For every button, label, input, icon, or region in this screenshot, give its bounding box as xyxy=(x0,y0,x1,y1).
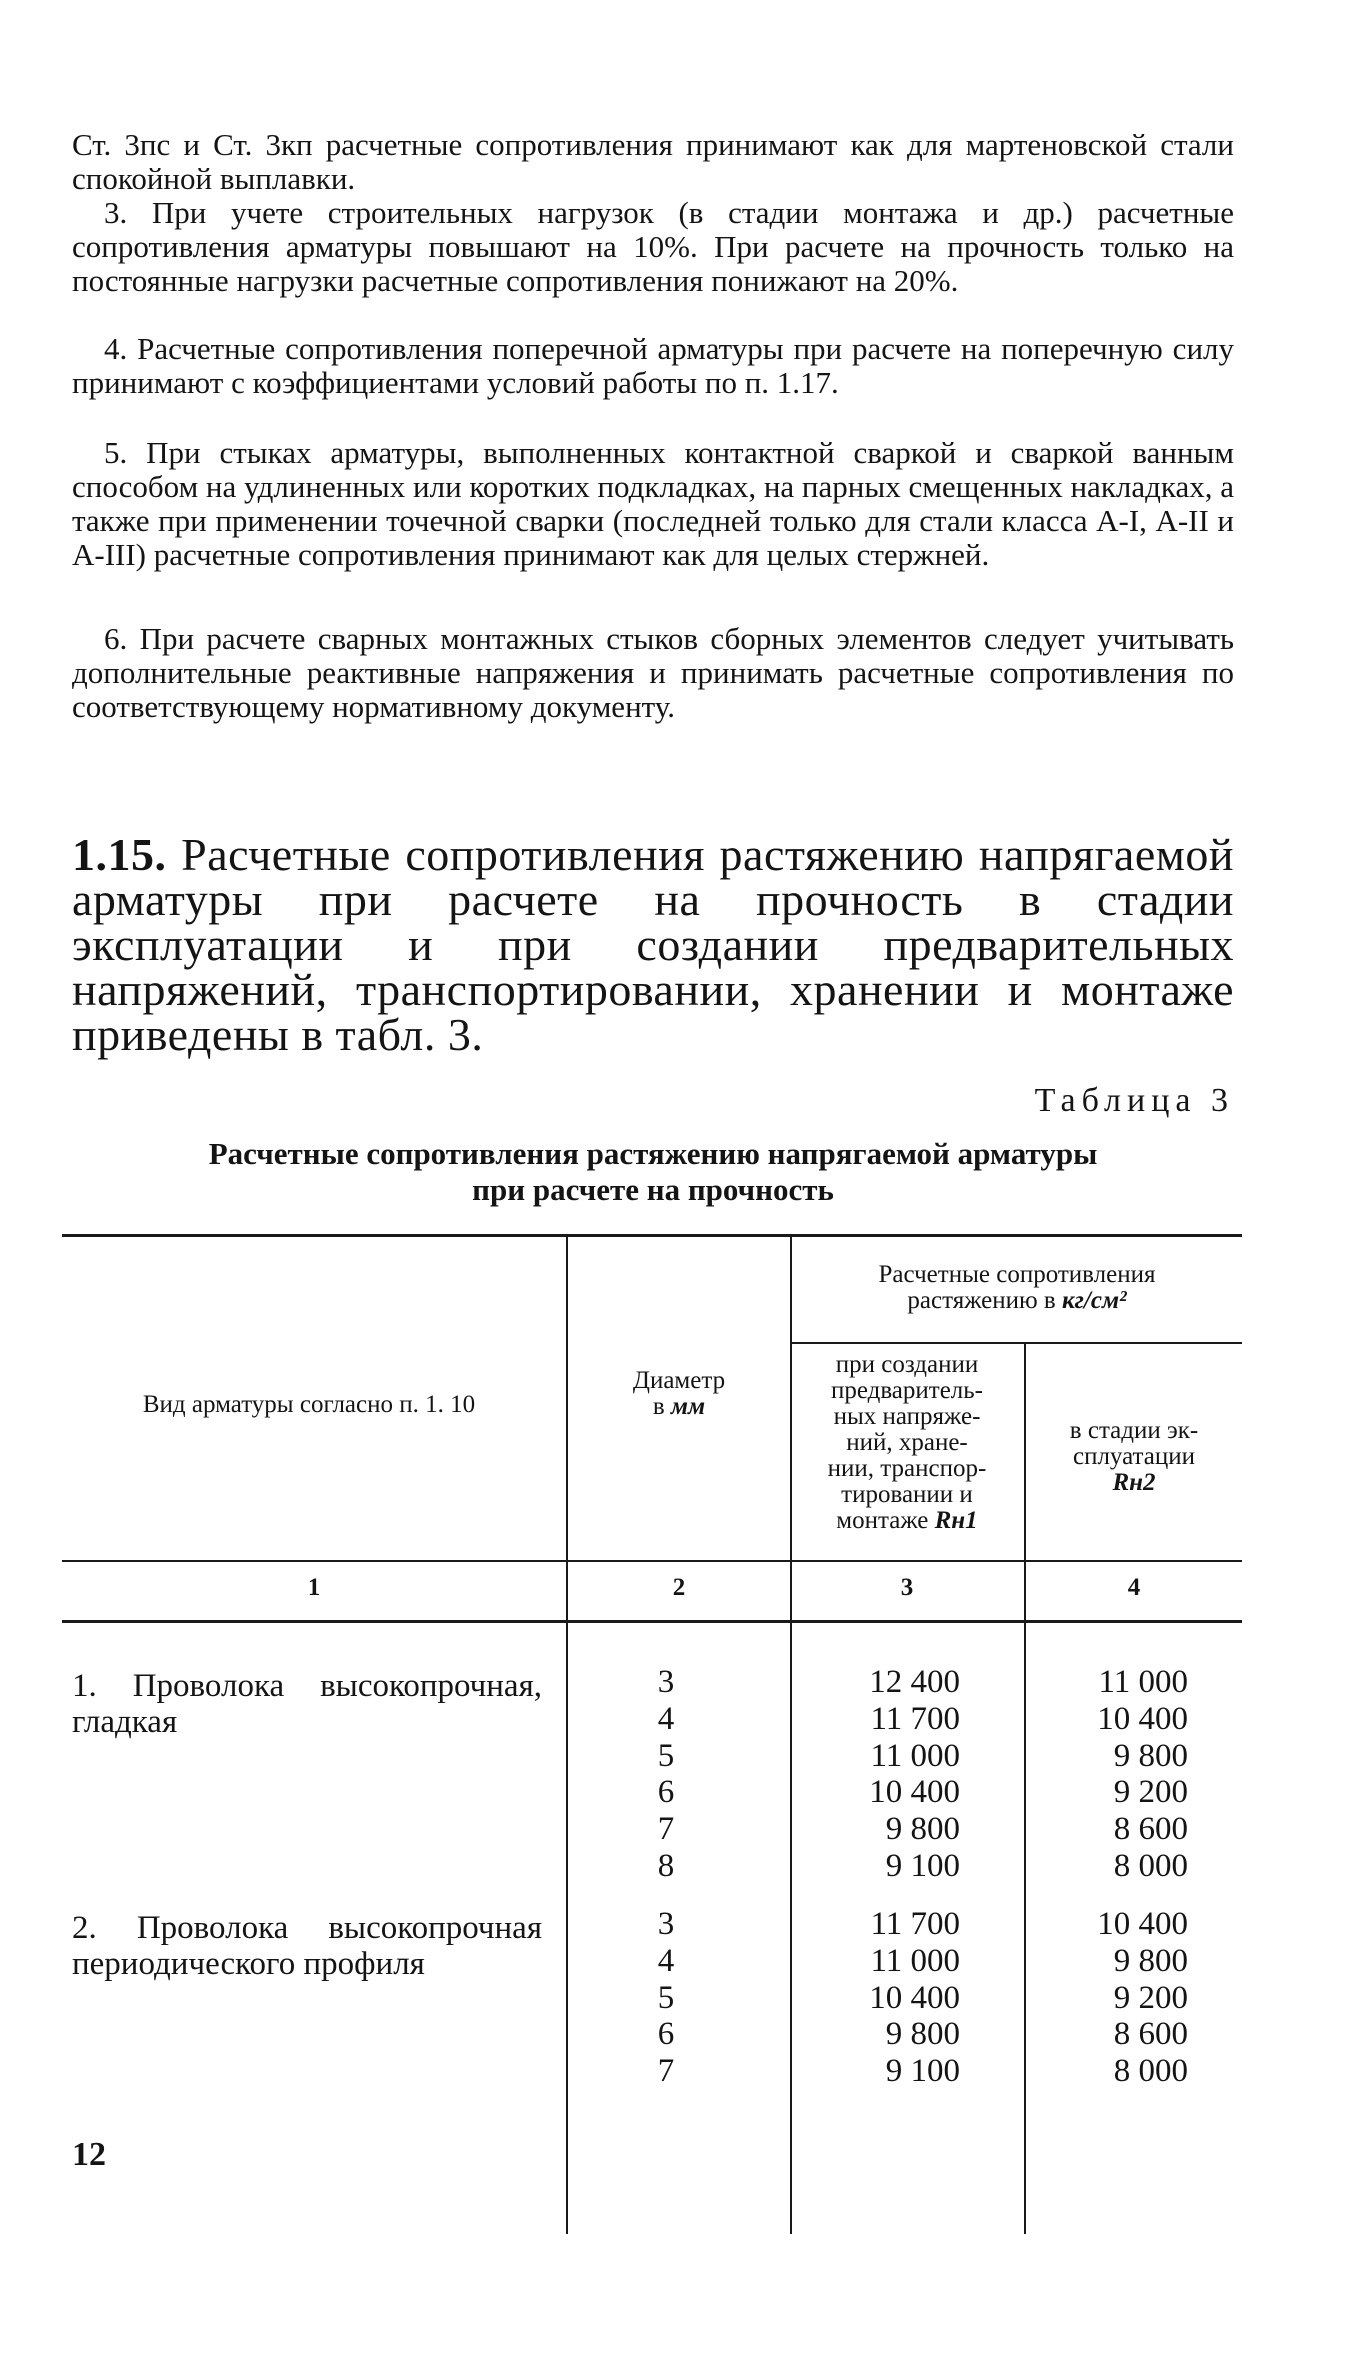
header-col-4-line: в стадии эк- xyxy=(1069,1417,1199,1444)
table-label: Таблица 3 xyxy=(1034,1082,1234,1119)
col-divider-3 xyxy=(1024,1342,1026,2234)
table-cell-diameter: 6 xyxy=(657,1774,675,1811)
section-1-15-paragraph xyxy=(72,829,1234,1060)
table-cell-prestress: 9 100 xyxy=(885,2053,960,2090)
header-group-line-2 xyxy=(794,1288,1240,1314)
table-cell-service: 9 800 xyxy=(1113,1737,1188,1774)
table-cell-service: 10 400 xyxy=(1097,1700,1188,1737)
table-cell-diameter: 5 xyxy=(657,1737,675,1774)
table-group-2-prestress xyxy=(800,1906,960,2090)
column-number-rule xyxy=(62,1620,1242,1623)
header-col-3 xyxy=(794,1352,1020,1534)
table-cell-diameter: 7 xyxy=(657,1811,675,1848)
table-cell-diameter: 7 xyxy=(657,2053,675,2090)
table-cell-prestress: 11 000 xyxy=(870,1942,960,1979)
table-title xyxy=(72,1136,1234,1208)
column-number-1: 1 xyxy=(307,1574,321,1601)
header-col-3-line: ний, хране- xyxy=(846,1429,968,1456)
paragraph-note-5: 5. При стыках арматуры, выполненных контактной сваркой и сваркой ванным способом на удлиненных или коротких подкладках, на парных смещенных накладках, а также при применении точечной сварки (последней только для стали класса А-I, А-II и А-III) расчетные сопротивления принимают как для целых стержней. xyxy=(72,435,1234,572)
table-cell-diameter: 3 xyxy=(657,1906,675,1942)
paragraph-continuation: Ст. 3пс и Ст. 3кп расчетные сопротивления принимают как для мартеновской стали спокойной выплавки. xyxy=(72,127,1234,196)
header-col-4-symbol-line xyxy=(1028,1470,1240,1496)
table-group-2-name: 2. Проволока высокопрочная периодического профиля xyxy=(72,1910,542,1982)
table-cell-service: 9 800 xyxy=(1113,1942,1188,1979)
header-col-3-last: монтаже xyxy=(836,1507,929,1534)
paragraph-note-6: 6. При расчете сварных монтажных стыков сборных элементов следует учитывать дополнительные реактивные напряжения и принимать расчетные сопротивления по соответствующему нормативному документу. xyxy=(72,621,1234,724)
header-col-4 xyxy=(1028,1418,1240,1496)
table-cell-prestress: 9 800 xyxy=(885,1811,960,1848)
column-number-3: 3 xyxy=(900,1574,914,1601)
header-col-3-line: при создании xyxy=(835,1351,979,1378)
header-group-text: растяжению в xyxy=(907,1287,1056,1314)
table-cell-prestress: 10 400 xyxy=(869,1774,960,1811)
paragraph-note-4: 4. Расчетные сопротивления поперечной арматуры при расчете на поперечную силу принимают с коэффициентами условий работы по п. 1.17. xyxy=(72,331,1234,400)
column-number-2: 2 xyxy=(672,1574,686,1601)
table-cell-service: 8 600 xyxy=(1113,2016,1188,2053)
table-group-1-name: 1. Проволока высокопрочная, гладкая xyxy=(72,1668,542,1740)
table-cell-prestress: 11 000 xyxy=(870,1737,960,1774)
table-cell-service: 9 200 xyxy=(1113,1979,1188,2016)
table-cell-prestress: 10 400 xyxy=(869,1979,960,2016)
table-cell-prestress: 11 700 xyxy=(870,1906,960,1942)
header-col-3-line: нии, транспор- xyxy=(827,1455,987,1482)
header-col-4-line: сплуатации xyxy=(1072,1443,1196,1470)
column-number-4: 4 xyxy=(1127,1574,1141,1601)
table-group-1-prestress xyxy=(800,1664,960,1885)
table-cell-service: 8 000 xyxy=(1113,2053,1188,2090)
header-col-4-symbol: Rн2 xyxy=(1112,1469,1156,1496)
page-number: 12 xyxy=(72,2136,106,2173)
table-cell-service: 11 000 xyxy=(1098,1664,1188,1700)
table-title-line-2: при расчете на прочность xyxy=(472,1172,834,1207)
section-text: Расчетные сопротивления растяжению напрягаемой арматуры при расчете на прочность в стадии эксплуатации и при создании предварительных напряжений, транспортировании, хранении и монтаже приведены в табл. 3. xyxy=(72,829,1234,1060)
table-group-2-diameters xyxy=(636,1906,696,2090)
header-group-unit: кг/см² xyxy=(1062,1287,1127,1314)
table-cell-prestress: 9 100 xyxy=(885,1847,960,1884)
group-header-rule xyxy=(790,1342,1242,1344)
table-cell-prestress: 9 800 xyxy=(885,2016,960,2053)
table-cell-service: 10 400 xyxy=(1097,1906,1188,1942)
table-cell-service: 8 600 xyxy=(1113,1811,1188,1848)
table-cell-diameter: 3 xyxy=(657,1664,675,1700)
header-col-2-unit: мм xyxy=(670,1393,706,1420)
header-col-2 xyxy=(570,1368,788,1420)
table-cell-diameter: 4 xyxy=(657,1942,675,1979)
header-group-line-1: Расчетные сопротивления xyxy=(878,1261,1156,1288)
header-col-2-in: в xyxy=(652,1393,665,1420)
table-title-line-1: Расчетные сопротивления растяжению напрягаемой арматуры xyxy=(208,1136,1098,1171)
table-cell-prestress: 11 700 xyxy=(870,1700,960,1737)
header-group xyxy=(794,1262,1240,1314)
table-cell-prestress: 12 400 xyxy=(869,1664,960,1700)
header-col-3-symbol: Rн1 xyxy=(934,1507,978,1534)
col-divider-2 xyxy=(790,1234,792,2234)
paragraph-note-3: 3. При учете строительных нагрузок (в стадии монтажа и др.) расчетные сопротивления арматуры повышают на 10%. При расчете на прочность только на постоянные нагрузки расчетные сопротивления понижают на 20%. xyxy=(72,195,1234,298)
table-cell-diameter: 6 xyxy=(657,2016,675,2053)
header-col-3-line: предваритель- xyxy=(830,1377,984,1404)
section-number: 1.15. xyxy=(72,829,167,880)
table-cell-service: 8 000 xyxy=(1113,1847,1188,1884)
header-col-1: Вид арматуры согласно п. 1. 10 xyxy=(142,1391,476,1418)
table-cell-diameter: 4 xyxy=(657,1700,675,1737)
table-group-1-diameters xyxy=(636,1664,696,1885)
table-group-1-service xyxy=(1028,1664,1188,1885)
header-col-2-line-2 xyxy=(570,1394,788,1420)
table-top-rule xyxy=(62,1234,1242,1237)
table-group-2-service xyxy=(1028,1906,1188,2090)
header-col-3-line: тировании и xyxy=(841,1481,973,1508)
col-divider-1 xyxy=(566,1234,568,2234)
table-cell-diameter: 5 xyxy=(657,1979,675,2016)
header-col-3-line: ных напряже- xyxy=(833,1403,981,1430)
table-cell-service: 9 200 xyxy=(1113,1774,1188,1811)
header-col-3-last-line xyxy=(794,1508,1020,1534)
header-bottom-rule xyxy=(62,1560,1242,1562)
header-col-2-line-1: Диаметр xyxy=(632,1367,726,1394)
table-cell-diameter: 8 xyxy=(657,1847,675,1884)
